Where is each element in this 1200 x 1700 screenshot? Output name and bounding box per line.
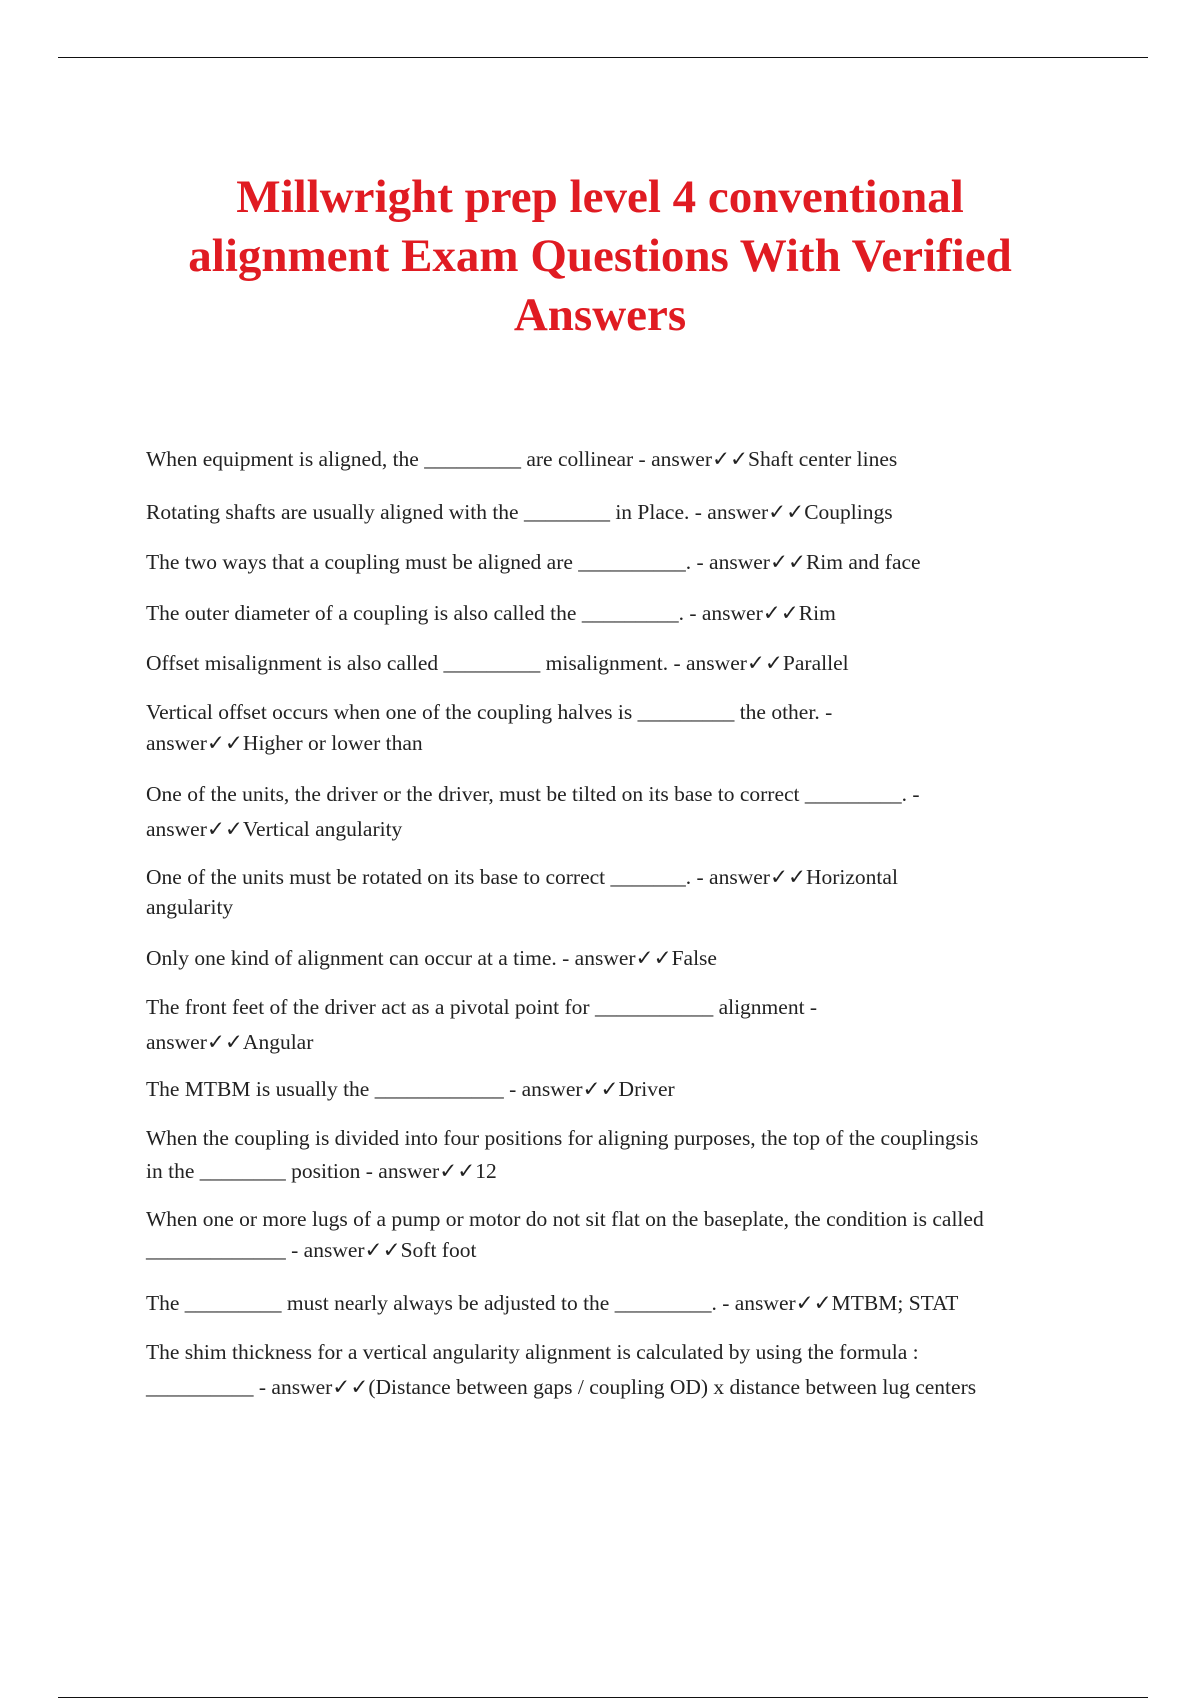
question-item bbox=[146, 1073, 675, 1105]
question-item bbox=[146, 777, 920, 847]
question-item bbox=[146, 1335, 976, 1405]
question-item bbox=[146, 1122, 978, 1188]
question-line: answer✓✓Higher or lower than bbox=[146, 731, 423, 755]
question-line: One of the units, the driver or the driver, must be tilted on its base to correct _________. - bbox=[146, 782, 920, 806]
question-line: When one or more lugs of a pump or motor do not sit flat on the baseplate, the condition is called bbox=[146, 1207, 984, 1231]
question-item bbox=[146, 1204, 984, 1266]
question-item bbox=[146, 546, 921, 578]
question-item bbox=[146, 990, 817, 1060]
question-line: The outer diameter of a coupling is also called the _________. - answer✓✓Rim bbox=[146, 601, 836, 625]
bottom-rule bbox=[58, 1697, 1148, 1698]
title-line: alignment Exam Questions With Verified bbox=[188, 230, 1012, 282]
question-item bbox=[146, 597, 836, 629]
question-line: The _________ must nearly always be adjusted to the _________. - answer✓✓MTBM; STAT bbox=[146, 1291, 959, 1315]
question-line: Vertical offset occurs when one of the coupling halves is _________ the other. - bbox=[146, 700, 833, 724]
question-item bbox=[146, 647, 849, 679]
question-line: The shim thickness for a vertical angularity alignment is calculated by using the formula : bbox=[146, 1340, 919, 1364]
question-item bbox=[146, 697, 832, 759]
question-line: The front feet of the driver act as a pivotal point for ___________ alignment - bbox=[146, 995, 818, 1019]
question-line: One of the units must be rotated on its base to correct _______. - answer✓✓Horizontal bbox=[146, 865, 898, 889]
document-title bbox=[0, 168, 1200, 345]
title-line: Answers bbox=[513, 289, 687, 341]
question-line: Only one kind of alignment can occur at a time. - answer✓✓False bbox=[146, 946, 717, 970]
question-item bbox=[146, 942, 717, 974]
question-line: When equipment is aligned, the _________ are collinear - answer✓✓Shaft center lines bbox=[146, 447, 898, 471]
top-rule bbox=[58, 57, 1148, 58]
question-line: _____________ - answer✓✓Soft foot bbox=[146, 1238, 477, 1262]
question-line: answer✓✓Angular bbox=[146, 1030, 314, 1054]
question-line: Offset misalignment is also called _________ misalignment. - answer✓✓Parallel bbox=[146, 651, 849, 675]
question-item bbox=[146, 1287, 958, 1319]
question-line: Rotating shafts are usually aligned with the ________ in Place. - answer✓✓Couplings bbox=[146, 500, 893, 524]
question-item bbox=[146, 862, 898, 922]
question-item bbox=[146, 496, 893, 528]
question-line: in the ________ position - answer✓✓12 bbox=[146, 1159, 497, 1183]
question-line: The two ways that a coupling must be aligned are __________. - answer✓✓Rim and face bbox=[146, 550, 921, 574]
title-line: Millwright prep level 4 conventional bbox=[236, 171, 964, 223]
question-line: __________ - answer✓✓(Distance between gaps / coupling OD) x distance between lug centers bbox=[146, 1375, 977, 1399]
question-item bbox=[146, 443, 897, 475]
question-line: When the coupling is divided into four positions for aligning purposes, the top of the couplingsis bbox=[146, 1126, 979, 1150]
question-line: The MTBM is usually the ____________ - answer✓✓Driver bbox=[146, 1077, 675, 1101]
question-line: angularity bbox=[146, 895, 234, 919]
question-line: answer✓✓Vertical angularity bbox=[146, 817, 403, 841]
